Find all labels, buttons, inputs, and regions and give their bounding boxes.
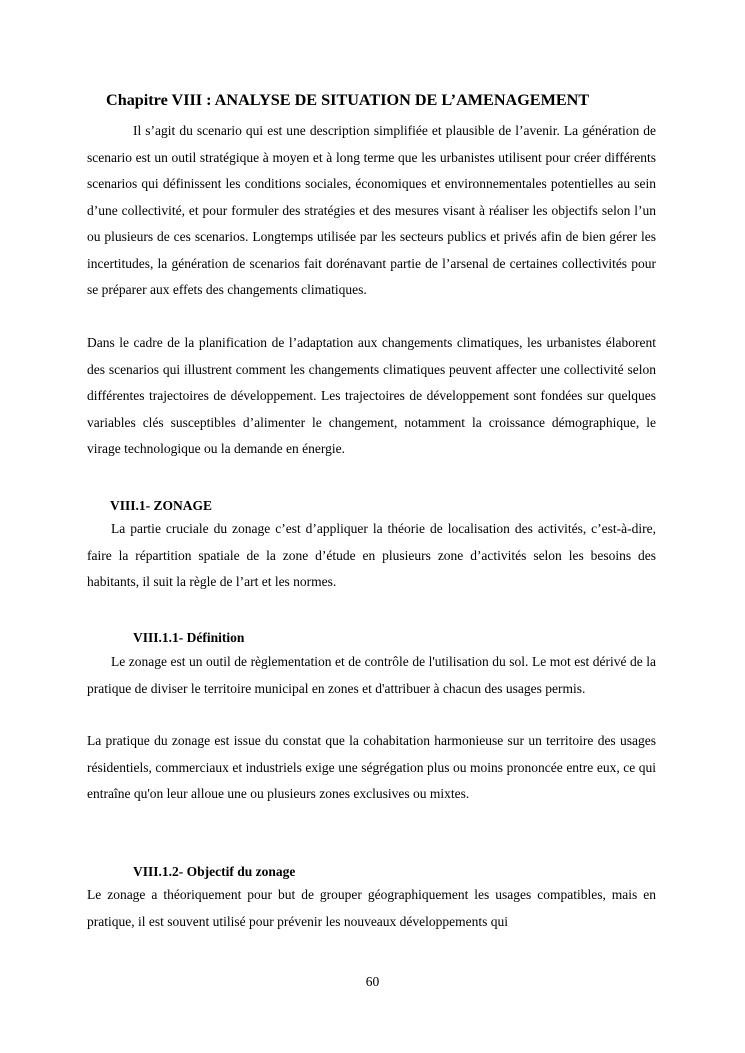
intro-paragraph-1: Il s’agit du scenario qui est une description simplifiée et plausible de l’avenir. La génération de scenario est un outil stratégique à moyen et à long terme que les urbanistes utilisent pour créer différents scenarios qui définissent les conditions sociales, économiques et environnementales potentielles au sein d’une collectivité, et pour formuler des stratégies et des mesures visant à réaliser les objectifs selon l’un ou plusieurs de ces scenarios. Longtemps utilisée par les secteurs publics et privés afin de bien gérer les incertitudes, la génération de scenarios fait dorénavant partie de l’arsenal de certaines collectivités pour se préparer aux effets des changements climatiques. — [87, 123, 656, 297]
objectif-paragraph-1: Le zonage a théoriquement pour but de grouper géographiquement les usages compatibles, mais en pratique, il est souvent utilisé pour prévenir les nouveaux développements qui — [87, 887, 656, 929]
section-heading-definition: VIII.1.1- Définition — [133, 630, 245, 645]
chapter-title: Chapitre VIII : ANALYSE DE SITUATION DE L’AMENAGEMENT — [106, 91, 590, 109]
zonage-paragraph-1: La partie cruciale du zonage c’est d’appliquer la théorie de localisation des activités, c’est-à-dire, faire la répartition spatiale de la zone d’étude en plusieurs zone d’activités selon les besoins des habitants, il suit la règle de l’art et les normes. — [87, 521, 656, 589]
definition-paragraph-2: La pratique du zonage est issue du constat que la cohabitation harmonieuse sur un territoire des usages résidentiels, commerciaux et industriels exige une ségrégation plus ou moins prononcée entre eux, ce qui entraîne qu'on leur alloue une ou plusieurs zones exclusives ou mixtes. — [87, 733, 656, 801]
section-heading-zonage: VIII.1- ZONAGE — [110, 498, 213, 513]
intro-paragraph-2: Dans le cadre de la planification de l’adaptation aux changements climatiques, les urbanistes élaborent des scenarios qui illustrent comment les changements climatiques peuvent affecter une collectivité selon différentes trajectoires de développement. Les trajectoires de développement sont fondées sur quelques variables clés susceptibles d’alimenter le changement, notamment la croissance démographique, le virage technologique ou la demande en énergie. — [87, 335, 656, 456]
definition-paragraph-1: Le zonage est un outil de règlementation et de contrôle de l'utilisation du sol. Le mot est dérivé de la pratique de diviser le territoire municipal en zones et d'attribuer à chacun des usages permis. — [87, 654, 656, 696]
section-heading-objectif: VIII.1.2- Objectif du zonage — [133, 864, 296, 879]
page-number: 60 — [365, 974, 380, 989]
